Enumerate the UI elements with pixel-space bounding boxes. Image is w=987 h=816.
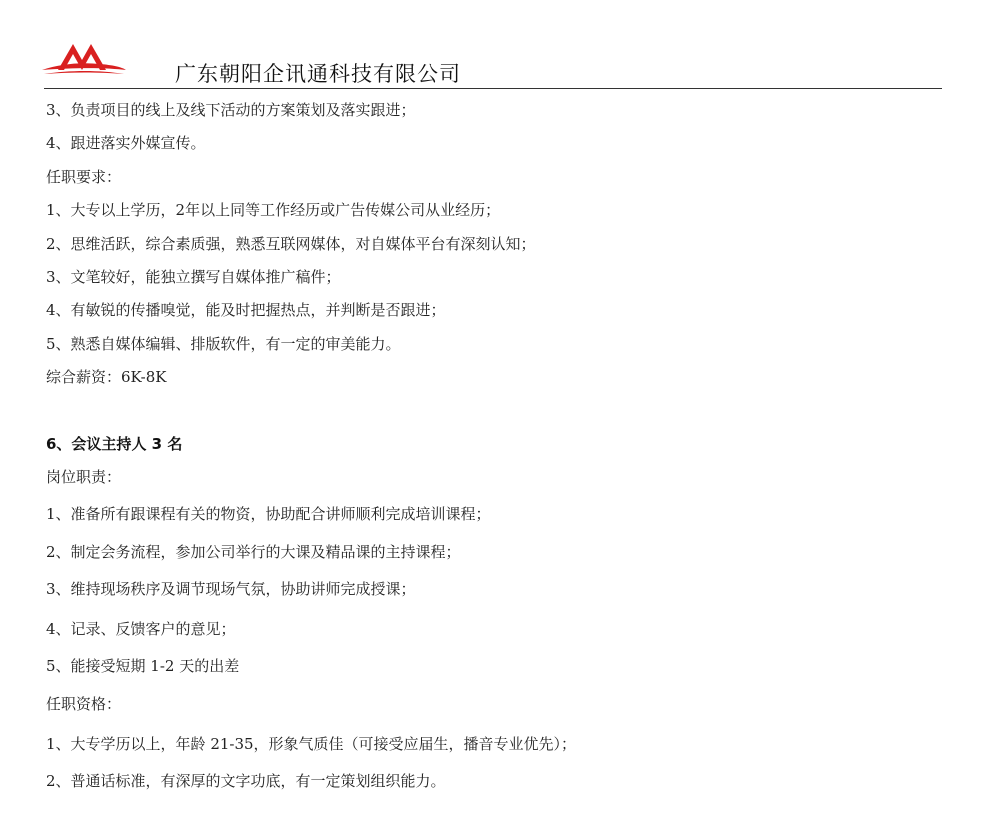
text-line-host-duty-2: 2、制定会务流程，参加公司举行的大课及精品课的主持课程； xyxy=(46,543,461,561)
company-logo-icon xyxy=(40,40,128,82)
section-heading-requirements: 任职要求： xyxy=(46,168,122,186)
section-heading-duties: 岗位职责： xyxy=(46,468,122,486)
text-line-host-qual-2: 2、普通话标准，有深厚的文字功底，有一定策划组织能力。 xyxy=(46,772,446,790)
text-line-duty-4: 4、跟进落实外媒宣传。 xyxy=(46,134,206,152)
text-line-req-3: 3、文笔较好，能独立撰写自媒体推广稿件； xyxy=(46,268,341,286)
company-name: 广东朝阳企讯通科技有限公司 xyxy=(175,62,461,86)
text-line-req-2: 2、思维活跃，综合素质强，熟悉互联网媒体，对自媒体平台有深刻认知； xyxy=(46,235,536,253)
text-line-req-5: 5、熟悉自媒体编辑、排版软件，有一定的审美能力。 xyxy=(46,335,401,353)
text-line-host-duty-3: 3、维持现场秩序及调节现场气氛，协助讲师完成授课； xyxy=(46,580,416,598)
text-line-host-duty-5: 5、能接受短期 1-2 天的出差 xyxy=(46,657,240,675)
text-line-host-duty-4: 4、记录、反馈客户的意见； xyxy=(46,620,236,638)
text-line-req-1: 1、大专以上学历，2年以上同等工作经历或广告传媒公司从业经历； xyxy=(46,201,501,219)
job-title-host: 6、会议主持人 3 名 xyxy=(46,435,183,453)
text-line-req-4: 4、有敏锐的传播嗅觉，能及时把握热点，并判断是否跟进； xyxy=(46,301,446,319)
text-line-duty-3: 3、负责项目的线上及线下活动的方案策划及落实跟进； xyxy=(46,101,416,119)
text-line-host-qual-1: 1、大专学历以上，年龄 21-35，形象气质佳（可接受应届生，播音专业优先）； xyxy=(46,735,577,753)
text-line-salary: 综合薪资：6K-8K xyxy=(46,368,167,386)
text-line-host-duty-1: 1、准备所有跟课程有关的物资，协助配合讲师顺利完成培训课程； xyxy=(46,505,491,523)
page-header xyxy=(0,0,987,92)
header-divider xyxy=(44,88,942,89)
section-heading-qualifications: 任职资格： xyxy=(46,695,122,713)
